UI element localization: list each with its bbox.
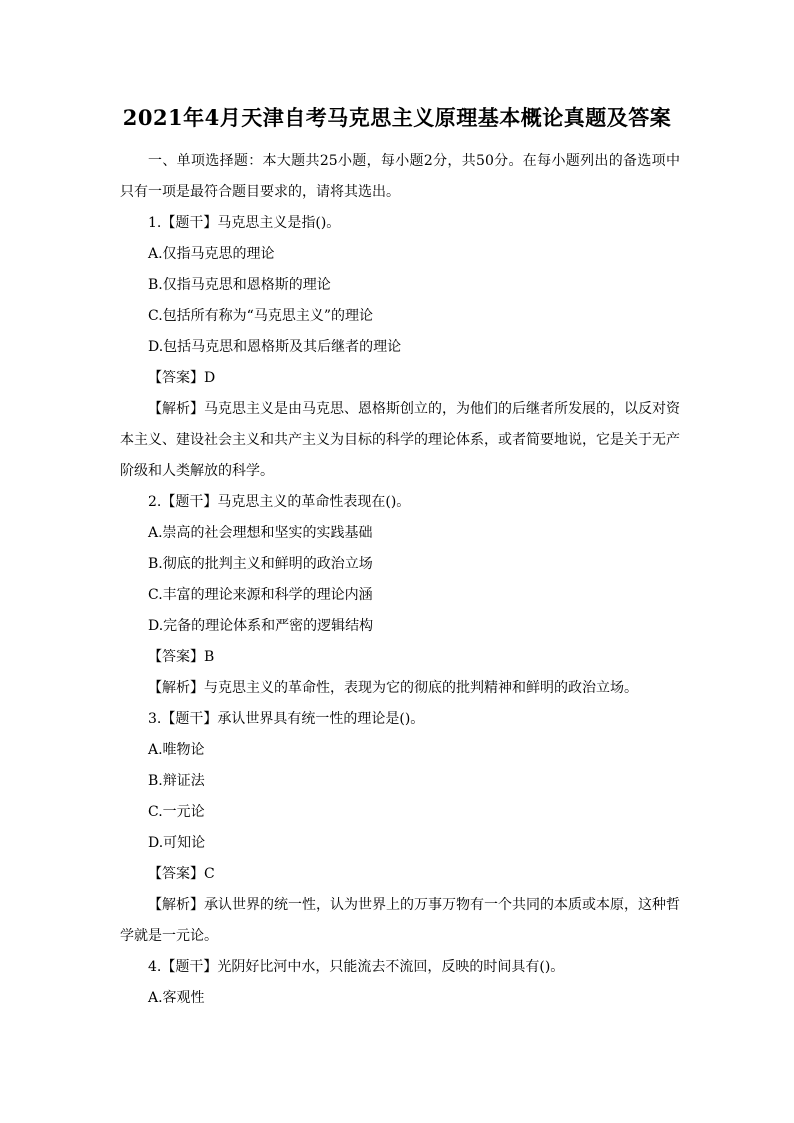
document-body [120, 146, 680, 1014]
answer: 【答案】C [148, 866, 215, 882]
option-b: B.仅指马克思和恩格斯的理论 [148, 277, 331, 293]
option-a: A.崇高的社会理想和坚实的实践基础 [148, 525, 373, 541]
question-stem: 4.【题干】光阴好比河中水，只能流去不流回，反映的时间具有()。 [148, 959, 565, 975]
question-3 [120, 704, 680, 952]
answer: 【答案】D [148, 370, 216, 386]
question-stem: 1.【题干】马克思主义是指()。 [148, 215, 341, 231]
option-b: B.彻底的批判主义和鲜明的政治立场 [148, 556, 373, 572]
option-d: D.可知论 [148, 835, 206, 851]
question-1 [120, 208, 680, 487]
option-d: D.包括马克思和恩格斯及其后继者的理论 [148, 339, 402, 355]
analysis: 【解析】马克思主义是由马克思、恩格斯创立的，为他们的后继者所发展的，以反对资本主义、建设社会主义和共产主义为目标的科学的理论体系，或者简要地说，它是关于无产阶级和人类解放的科学。 [120, 401, 680, 479]
option-a: A.仅指马克思的理论 [148, 246, 275, 262]
option-b: B.辩证法 [148, 773, 205, 789]
option-c: C.包括所有称为“马克思主义”的理论 [148, 308, 373, 324]
document-title: 2021年4月天津自考马克思主义原理基本概论真题及答案 [122, 105, 672, 130]
section-intro: 一、单项选择题：本大题共25小题，每小题2分，共50分。在每小题列出的备选项中只有一项是最符合题目要求的，请将其选出。 [120, 153, 680, 200]
question-4 [120, 952, 680, 1014]
question-stem: 2.【题干】马克思主义的革命性表现在()。 [148, 494, 411, 510]
option-a: A.唯物论 [148, 742, 205, 758]
question-stem: 3.【题干】承认世界具有统一性的理论是()。 [148, 711, 425, 727]
option-a: A.客观性 [148, 990, 205, 1006]
option-d: D.完备的理论体系和严密的逻辑结构 [148, 618, 374, 634]
option-c: C.一元论 [148, 804, 205, 820]
answer: 【答案】B [148, 649, 215, 665]
question-2 [120, 487, 680, 704]
analysis: 【解析】承认世界的统一性，认为世界上的万事万物有一个共同的本质或本原，这种哲学就是一元论。 [120, 897, 680, 944]
option-c: C.丰富的理论来源和科学的理论内涵 [148, 587, 373, 603]
analysis: 【解析】与克思主义的革命性，表现为它的彻底的批判精神和鲜明的政治立场。 [148, 680, 638, 696]
